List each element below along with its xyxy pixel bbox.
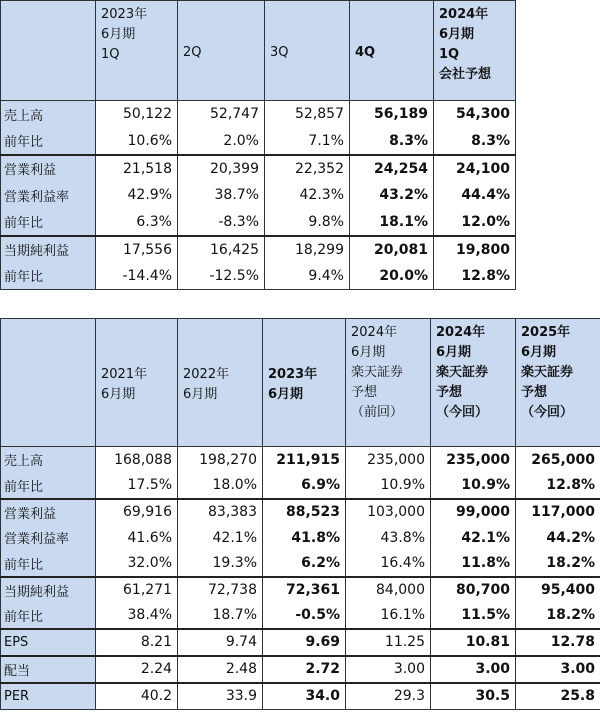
table-cell: 18.2% — [516, 603, 600, 629]
header-cell: 2022年 6月期 — [178, 319, 263, 447]
table-row — [1, 236, 516, 263]
row-label: 売上高 — [1, 101, 96, 128]
table-cell: 99,000 — [431, 499, 516, 525]
header-cell: 3Q — [265, 1, 350, 101]
table-cell: 8.3% — [350, 128, 434, 155]
table-cell: 40.2 — [96, 683, 178, 710]
table-cell: 83,383 — [178, 499, 263, 525]
table-cell: 11.5% — [431, 603, 516, 629]
header-corner — [1, 1, 96, 101]
table-cell: 17.5% — [96, 473, 178, 499]
table-row — [1, 603, 600, 629]
table-cell: 3.00 — [516, 656, 600, 683]
table-cell: 56,189 — [350, 101, 434, 128]
table-cell: 16.4% — [346, 551, 431, 577]
table-cell: 211,915 — [263, 447, 346, 473]
table-cell: 44.4% — [434, 182, 516, 209]
table-cell: 18.1% — [350, 209, 434, 236]
table-cell: 33.9 — [178, 683, 263, 710]
table-cell: 3.00 — [431, 656, 516, 683]
table-cell: 6.3% — [96, 209, 178, 236]
table-cell: 25.8 — [516, 683, 600, 710]
header-cell: 2023年 6月期 — [263, 319, 346, 447]
table-cell: 10.9% — [346, 473, 431, 499]
table-row — [1, 128, 516, 155]
table-row — [1, 447, 600, 473]
table-cell: 18.7% — [178, 603, 263, 629]
table-cell: 11.25 — [346, 629, 431, 656]
table-cell: 88,523 — [263, 499, 346, 525]
table-cell: 10.9% — [431, 473, 516, 499]
row-label: 当期純利益 — [1, 577, 96, 603]
table-cell: 3.00 — [346, 656, 431, 683]
table-cell: 6.9% — [263, 473, 346, 499]
table-row — [1, 473, 600, 499]
table-cell: 80,700 — [431, 577, 516, 603]
table-cell: 103,000 — [346, 499, 431, 525]
table-cell: 22,352 — [265, 155, 350, 182]
header-cell: 2Q — [178, 1, 265, 101]
table-cell: 42.3% — [265, 182, 350, 209]
table-cell: -12.5% — [178, 263, 265, 290]
table-row — [1, 209, 516, 236]
header-cell: 2024年 6月期 楽天証券 予想 （今回） — [431, 319, 516, 447]
table-row — [1, 263, 516, 290]
row-label: 営業利益 — [1, 499, 96, 525]
table-cell: 20,399 — [178, 155, 265, 182]
table-cell: 117,000 — [516, 499, 600, 525]
table-cell: 235,000 — [431, 447, 516, 473]
table-cell: 12.8% — [434, 263, 516, 290]
table-cell: 198,270 — [178, 447, 263, 473]
table-cell: 41.8% — [263, 525, 346, 551]
table-row — [1, 155, 516, 182]
table-cell: 7.1% — [265, 128, 350, 155]
table-row — [1, 577, 600, 603]
table-cell: 41.6% — [96, 525, 178, 551]
quarterly-results-table — [0, 0, 516, 290]
table-cell: 42.9% — [96, 182, 178, 209]
row-label: EPS — [1, 629, 96, 656]
table-row — [1, 182, 516, 209]
table-cell: 38.4% — [96, 603, 178, 629]
row-label: 前年比 — [1, 209, 96, 236]
table-cell: 24,100 — [434, 155, 516, 182]
row-label: 営業利益 — [1, 155, 96, 182]
table-cell: 24,254 — [350, 155, 434, 182]
row-label: 前年比 — [1, 603, 96, 629]
header-cell: 4Q — [350, 1, 434, 101]
header-cell: 2021年 6月期 — [96, 319, 178, 447]
row-label: 前年比 — [1, 128, 96, 155]
row-label: 当期純利益 — [1, 236, 96, 263]
table-cell: 43.2% — [350, 182, 434, 209]
table-cell: 29.3 — [346, 683, 431, 710]
table-cell: 20,081 — [350, 236, 434, 263]
table-cell: 38.7% — [178, 182, 265, 209]
row-label: 営業利益率 — [1, 182, 96, 209]
table-cell: 9.4% — [265, 263, 350, 290]
table-cell: 42.1% — [431, 525, 516, 551]
header-cell: 2024年 6月期 1Q 会社予想 — [434, 1, 516, 101]
table-cell: 16,425 — [178, 236, 265, 263]
table-cell: 9.74 — [178, 629, 263, 656]
row-label: 前年比 — [1, 263, 96, 290]
table-cell: 20.0% — [350, 263, 434, 290]
table-cell: 9.8% — [265, 209, 350, 236]
table-cell: 21,518 — [96, 155, 178, 182]
header-row — [1, 1, 516, 101]
table-cell: 69,916 — [96, 499, 178, 525]
table-cell: -0.5% — [263, 603, 346, 629]
table-cell: 52,747 — [178, 101, 265, 128]
table-row — [1, 683, 600, 710]
row-label: PER — [1, 683, 96, 710]
table-cell: 43.8% — [346, 525, 431, 551]
table-cell: 44.2% — [516, 525, 600, 551]
table-cell: 50,122 — [96, 101, 178, 128]
table-cell: 2.48 — [178, 656, 263, 683]
header-row — [1, 319, 600, 447]
row-label: 配当 — [1, 656, 96, 683]
table-cell: 18.0% — [178, 473, 263, 499]
table-cell: 168,088 — [96, 447, 178, 473]
row-label: 売上高 — [1, 447, 96, 473]
row-label: 前年比 — [1, 551, 96, 577]
table-row — [1, 656, 600, 683]
table-cell: -14.4% — [96, 263, 178, 290]
table-cell: 8.21 — [96, 629, 178, 656]
table-cell: 12.78 — [516, 629, 600, 656]
table-cell: 235,000 — [346, 447, 431, 473]
table-cell: 30.5 — [431, 683, 516, 710]
table-cell: 10.6% — [96, 128, 178, 155]
row-label: 営業利益率 — [1, 525, 96, 551]
table-cell: 54,300 — [434, 101, 516, 128]
table-cell: 12.8% — [516, 473, 600, 499]
table-cell: 11.8% — [431, 551, 516, 577]
table-row — [1, 101, 516, 128]
table-cell: 34.0 — [263, 683, 346, 710]
table-cell: 84,000 — [346, 577, 431, 603]
table-cell: -8.3% — [178, 209, 265, 236]
table-row — [1, 629, 600, 656]
table-cell: 2.0% — [178, 128, 265, 155]
table-row — [1, 499, 600, 525]
table-cell: 95,400 — [516, 577, 600, 603]
table-cell: 2.24 — [96, 656, 178, 683]
header-cell: 2025年 6月期 楽天証券 予想 （今回） — [516, 319, 600, 447]
table-cell: 8.3% — [434, 128, 516, 155]
table-cell: 18,299 — [265, 236, 350, 263]
header-cell: 2024年 6月期 楽天証券 予想 （前回） — [346, 319, 431, 447]
table-cell: 42.1% — [178, 525, 263, 551]
header-cell: 2023年 6月期 1Q — [96, 1, 178, 101]
table-cell: 12.0% — [434, 209, 516, 236]
table-row — [1, 551, 600, 577]
annual-forecast-table — [0, 318, 600, 710]
table-cell: 72,738 — [178, 577, 263, 603]
table-cell: 52,857 — [265, 101, 350, 128]
table-cell: 32.0% — [96, 551, 178, 577]
row-label: 前年比 — [1, 473, 96, 499]
table-cell: 72,361 — [263, 577, 346, 603]
table-cell: 265,000 — [516, 447, 600, 473]
table-cell: 17,556 — [96, 236, 178, 263]
table-cell: 61,271 — [96, 577, 178, 603]
table-cell: 10.81 — [431, 629, 516, 656]
table-cell: 2.72 — [263, 656, 346, 683]
header-corner — [1, 319, 96, 447]
table-cell: 19,800 — [434, 236, 516, 263]
table-cell: 9.69 — [263, 629, 346, 656]
table-cell: 19.3% — [178, 551, 263, 577]
table-cell: 16.1% — [346, 603, 431, 629]
table-cell: 18.2% — [516, 551, 600, 577]
table-cell: 6.2% — [263, 551, 346, 577]
table-row — [1, 525, 600, 551]
